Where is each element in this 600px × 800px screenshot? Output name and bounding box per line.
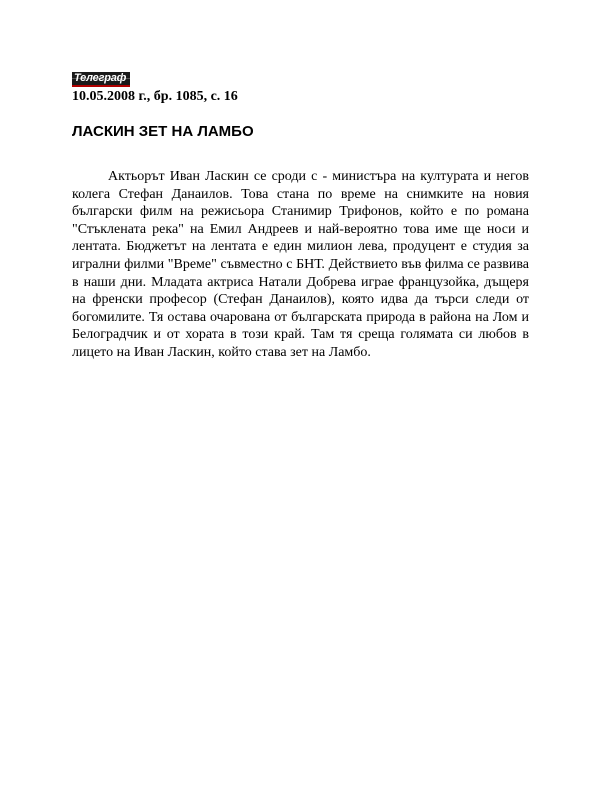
article-headline: ЛАСКИН ЗЕТ НА ЛАМБО [72, 123, 254, 140]
article-body: Актьорът Иван Ласкин се сроди с - министъра на културата и негов колега Стефан Данаилов. Това стана по време на снимките на новия български филм на режисьора Станимир Трифонов, който е по романа "Стъклената река" на Емил Андреев и най-вероятно това име ще носи и лентата. Бюджетът на лентата е един милион лева, продуцент е студия за игрални филми "Време" съвместно с БНТ. Действието във филма се развива в наши дни. Младата актриса Натали Добрева играе французойка, дъщеря на френски професор (Стефан Данаилов), която идва да търси следи от богомилите. Тя остава очарована от българската природа в района на Лом и Белоградчик и от хората в този край. Там тя среща голямата си любов в лицето на Иван Ласкин, който става зет на Ламбо. [72, 169, 529, 360]
newspaper-logo: Телеграф [72, 72, 130, 87]
document-page [72, 68, 529, 362]
issue-line: 10.05.2008 г., бр. 1085, с. 16 [72, 89, 238, 104]
